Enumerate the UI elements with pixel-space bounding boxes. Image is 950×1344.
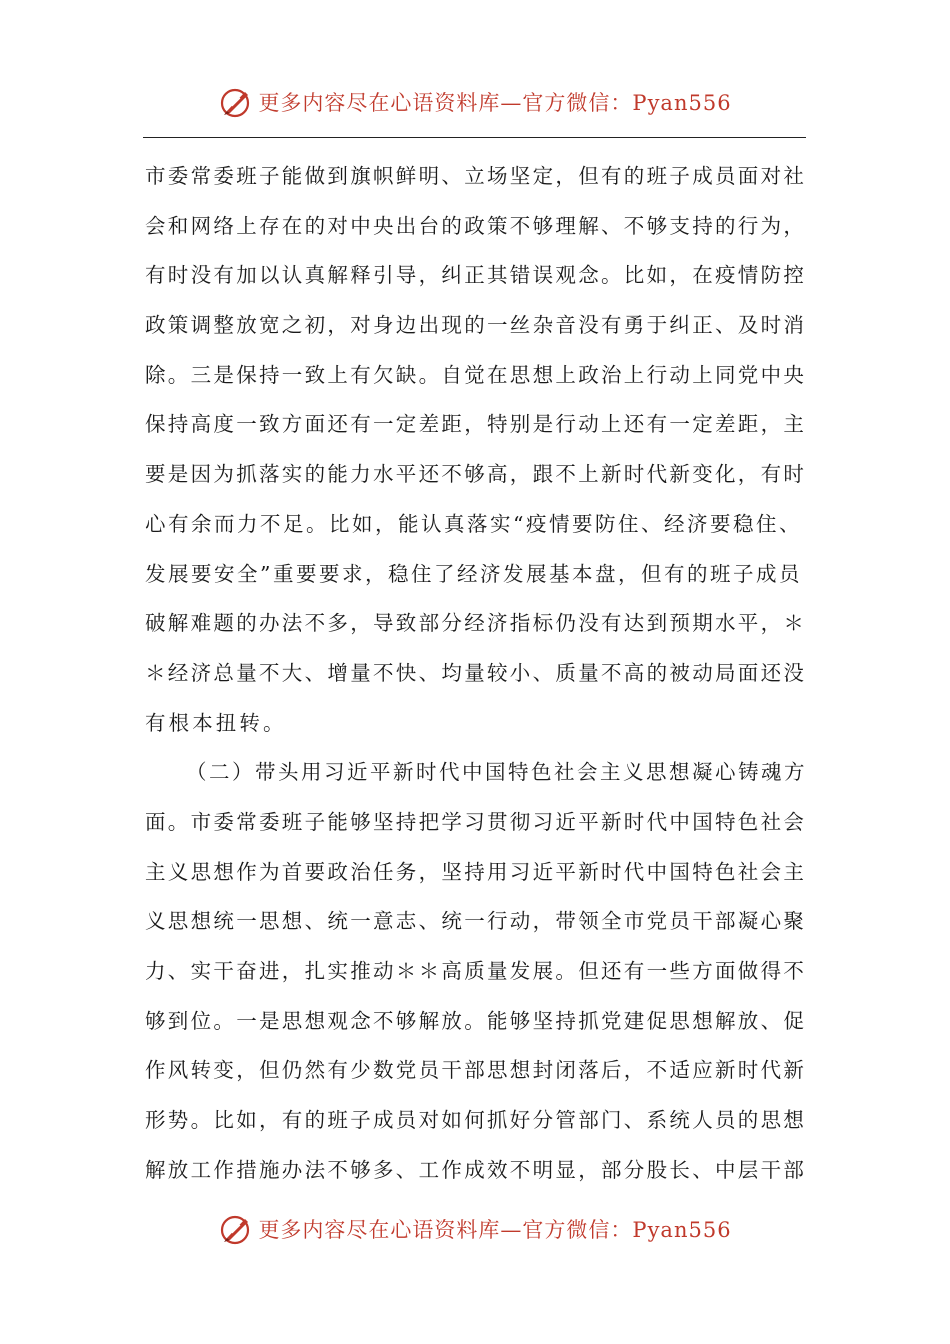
text-line: 力、实干奋进，扎实推动＊＊高质量发展。但还有一些方面做得不 [145,959,807,983]
footer-banner [0,1207,950,1251]
header-banner [0,80,950,124]
text-line: 作风转变，但仍然有少数党员干部思想封闭落后，不适应新时代新 [145,1058,807,1083]
text-line: 发展要安全”重要要求，稳住了经济发展基本盘，但有的班子成员 [145,561,802,586]
text-line: 够到位。一是思想观念不够解放。能够坚持抓党建促思想解放、促 [145,1008,807,1033]
text-line: 破解难题的办法不多，导致部分经济指标仍没有达到预期水平，＊ [145,611,807,636]
document-body [145,152,807,1195]
text-line: 心有余而力不足。比如，能认真落实“疫情要防住、经济要稳住、 [145,511,802,536]
text-line: 保持高度一致方面还有一定差距，特别是行动上还有一定差距，主 [145,412,807,437]
text-line: 面。市委常委班子能够坚持把学习贯彻习近平新时代中国特色社会 [145,809,807,834]
quill-pen-logo-icon [218,84,254,120]
text-line: 会和网络上存在的对中央出台的政策不够理解、不够支持的行为， [145,213,807,238]
text-line: 有时没有加以认真解释引导，纠正其错误观念。比如，在疫情防控 [145,263,807,288]
banner-text: 更多内容尽在心语资料库—官方微信：Pyan556 [258,1218,732,1242]
text-line: 要是因为抓落实的能力水平还不够高，跟不上新时代新变化，有时 [145,462,807,487]
section-heading-line: （二）带头用习近平新时代中国特色社会主义思想凝心铸魂方 [186,760,807,785]
text-line: 市委常委班子能做到旗帜鲜明、立场坚定，但有的班子成员面对社 [145,164,807,188]
text-line: 除。三是保持一致上有欠缺。自觉在思想上政治上行动上同党中央 [145,362,807,387]
text-line: ＊经济总量不大、增量不快、均量较小、质量不高的被动局面还没 [145,660,807,685]
text-line: 主义思想作为首要政治任务，坚持用习近平新时代中国特色社会主 [145,859,807,884]
text-line: 政策调整放宽之初，对身边出现的一丝杂音没有勇于纠正、及时消 [145,313,807,338]
header-divider [143,137,806,138]
text-line: 有根本扭转。 [145,710,287,735]
quill-pen-logo-icon [218,1211,254,1247]
text-line: 解放工作措施办法不够多、工作成效不明显，部分股长、中层干部 [145,1157,807,1182]
text-line: 形势。比如，有的班子成员对如何抓好分管部门、系统人员的思想 [145,1108,807,1133]
text-line: 义思想统一思想、统一意志、统一行动，带领全市党员干部凝心聚 [145,909,807,934]
banner-text: 更多内容尽在心语资料库—官方微信：Pyan556 [258,91,732,115]
